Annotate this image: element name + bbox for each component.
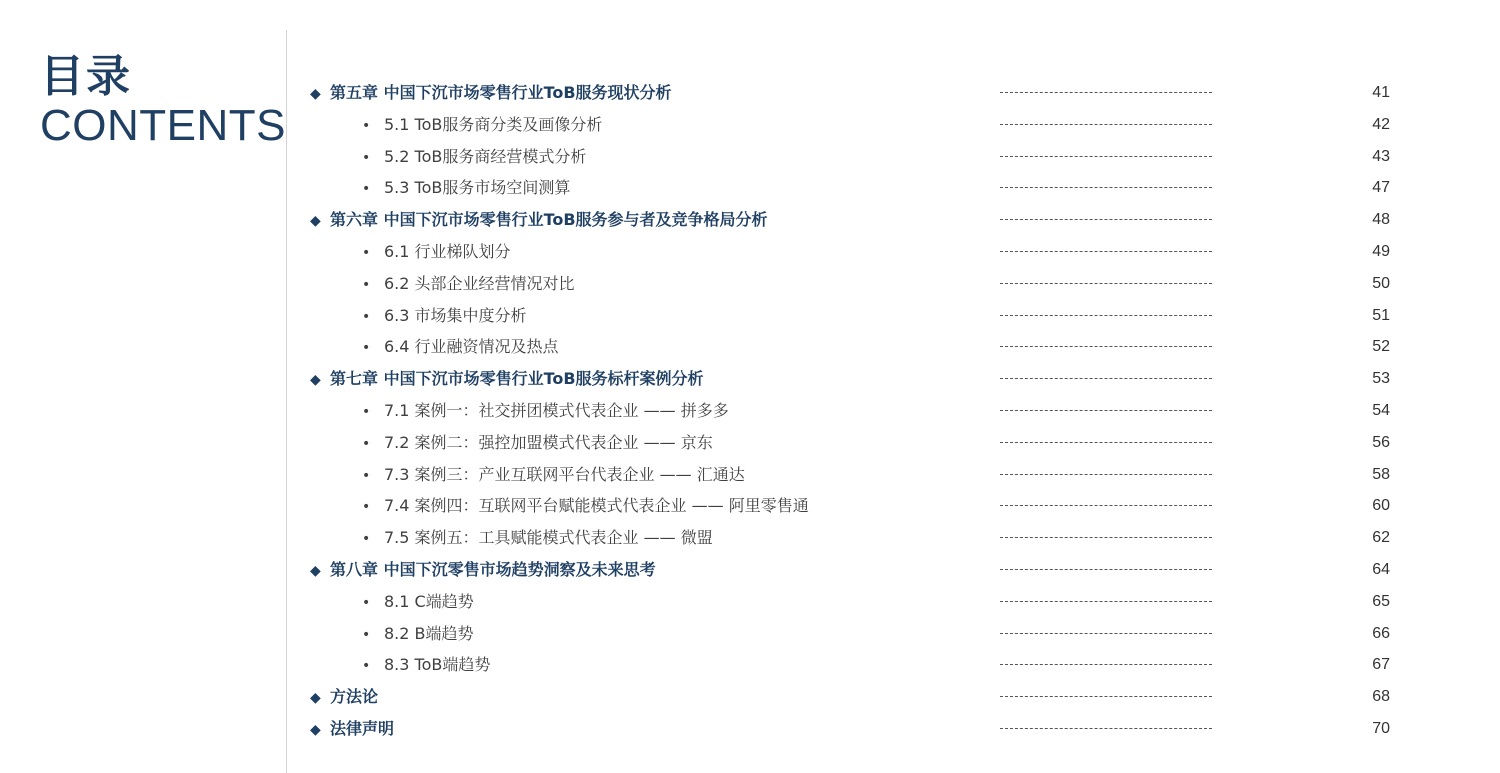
toc-entry-label: 5.2 ToB服务商经营模式分析 (384, 146, 587, 166)
dotted-leader (1000, 187, 1212, 188)
toc-page-number: 60 (1372, 497, 1390, 515)
dotted-leader (1000, 664, 1212, 665)
dotted-leader (1000, 537, 1212, 538)
toc-entry-label: 6.3 市场集中度分析 (384, 305, 527, 325)
dotted-leader (1000, 92, 1212, 93)
dotted-leader (1000, 378, 1212, 379)
toc-entry-label: 8.1 C端趋势 (384, 591, 474, 611)
toc-entry-label: 6.2 头部企业经营情况对比 (384, 273, 575, 293)
toc-chapter-entry[interactable] (310, 554, 1410, 586)
dotted-leader (1000, 505, 1212, 506)
toc-section-entry[interactable] (310, 268, 1410, 300)
dotted-leader (1000, 315, 1212, 316)
diamond-bullet-icon: ◆ (310, 562, 321, 579)
toc-page-number: 48 (1372, 211, 1390, 229)
toc-page-number: 67 (1372, 656, 1390, 674)
toc-section-entry[interactable] (310, 522, 1410, 554)
toc-entry-label: 6.1 行业梯队划分 (384, 241, 511, 261)
toc-chapter-entry[interactable] (310, 681, 1410, 713)
toc-chapter-entry[interactable] (310, 77, 1410, 109)
toc-page-number: 64 (1372, 560, 1390, 578)
diamond-bullet-icon: ◆ (310, 690, 321, 707)
toc-page-number: 68 (1372, 688, 1390, 706)
dotted-leader (1000, 156, 1212, 157)
toc-page-number: 58 (1372, 465, 1390, 483)
toc-page-number: 54 (1372, 401, 1390, 419)
toc-section-entry[interactable] (310, 490, 1410, 522)
vertical-divider (286, 30, 287, 773)
dotted-leader (1000, 219, 1212, 220)
toc-section-entry[interactable] (310, 459, 1410, 491)
dotted-leader (1000, 346, 1212, 347)
toc-entry-label: 6.4 行业融资情况及热点 (384, 337, 559, 357)
toc-page-number: 51 (1372, 306, 1390, 324)
toc-section-entry[interactable] (310, 649, 1410, 681)
toc-entry-label: 第七章 中国下沉市场零售行业ToB服务标杆案例分析 (330, 369, 704, 389)
toc-entry-label: 7.5 案例五：工具赋能模式代表企业 —— 微盟 (384, 528, 713, 548)
toc-page-number: 65 (1372, 592, 1390, 610)
dotted-leader (1000, 442, 1212, 443)
toc-entry-label: 7.2 案例二：强控加盟模式代表企业 —— 京东 (384, 432, 713, 452)
toc-chapter-entry[interactable] (310, 363, 1410, 395)
toc-title (40, 52, 286, 150)
toc-entry-label: 第八章 中国下沉零售市场趋势洞察及未来思考 (330, 559, 656, 579)
toc-entry-label: 8.3 ToB端趋势 (384, 655, 491, 675)
toc-entry-label: 7.4 案例四：互联网平台赋能模式代表企业 —— 阿里零售通 (384, 496, 809, 516)
dot-bullet-icon: • (362, 308, 371, 325)
toc-section-entry[interactable] (310, 141, 1410, 173)
toc-page-number: 52 (1372, 338, 1390, 356)
toc-page-number: 43 (1372, 147, 1390, 165)
dotted-leader (1000, 569, 1212, 570)
toc-section-entry[interactable] (310, 236, 1410, 268)
toc-entry-label: 5.3 ToB服务市场空间测算 (384, 178, 571, 198)
dotted-leader (1000, 283, 1212, 284)
toc-section-entry[interactable] (310, 395, 1410, 427)
toc-page-number: 49 (1372, 242, 1390, 260)
toc-section-entry[interactable] (310, 331, 1410, 363)
toc-section-entry[interactable] (310, 586, 1410, 618)
toc-section-entry[interactable] (310, 618, 1410, 650)
dotted-leader (1000, 124, 1212, 125)
toc-page-number: 50 (1372, 274, 1390, 292)
dotted-leader (1000, 728, 1212, 729)
toc-entry-label: 第五章 中国下沉市场零售行业ToB服务现状分析 (330, 83, 672, 102)
dotted-leader (1000, 474, 1212, 475)
toc-page-number: 70 (1372, 719, 1390, 737)
dotted-leader (1000, 410, 1212, 411)
dot-bullet-icon: • (362, 181, 371, 198)
diamond-bullet-icon: ◆ (310, 372, 321, 389)
toc-entry-label: 法律声明 (330, 718, 395, 738)
diamond-bullet-icon: ◆ (310, 721, 321, 738)
toc-section-entry[interactable] (310, 109, 1410, 141)
diamond-bullet-icon: ◆ (310, 213, 321, 230)
toc-entry-label: 方法论 (330, 687, 379, 707)
toc-entry-label: 5.1 ToB服务商分类及画像分析 (384, 114, 603, 134)
toc-page-number: 41 (1372, 84, 1390, 101)
dot-bullet-icon: • (362, 276, 371, 293)
title-chinese: 目录 (40, 51, 132, 102)
dot-bullet-icon: • (362, 149, 371, 166)
toc-chapter-entry[interactable] (310, 713, 1410, 745)
toc-section-entry[interactable] (310, 300, 1410, 332)
dot-bullet-icon: • (362, 340, 371, 357)
toc-entry-label: 8.2 B端趋势 (384, 623, 474, 643)
dotted-leader (1000, 601, 1212, 602)
toc-section-entry[interactable] (310, 172, 1410, 204)
dot-bullet-icon: • (362, 403, 371, 420)
dot-bullet-icon: • (362, 658, 371, 675)
dotted-leader (1000, 696, 1212, 697)
toc-entry-label: 第六章 中国下沉市场零售行业ToB服务参与者及竞争格局分析 (330, 210, 768, 230)
toc-chapter-entry[interactable] (310, 204, 1410, 236)
toc-page-number: 53 (1372, 370, 1390, 388)
toc-entry-label: 7.1 案例一：社交拼团模式代表企业 —— 拼多多 (384, 400, 729, 420)
title-english: CONTENTS (40, 101, 286, 150)
toc-section-entry[interactable] (310, 427, 1410, 459)
toc-page-number: 62 (1372, 529, 1390, 547)
dot-bullet-icon: • (362, 626, 371, 643)
dot-bullet-icon: • (362, 499, 371, 516)
diamond-bullet-icon: ◆ (310, 86, 321, 102)
dot-bullet-icon: • (362, 117, 371, 134)
dot-bullet-icon: • (362, 594, 371, 611)
toc-page-number: 56 (1372, 433, 1390, 451)
table-of-contents (310, 77, 1410, 745)
toc-entry-label: 7.3 案例三：产业互联网平台代表企业 —— 汇通达 (384, 464, 745, 484)
dot-bullet-icon: • (362, 244, 371, 261)
dotted-leader (1000, 251, 1212, 252)
dot-bullet-icon: • (362, 531, 371, 548)
toc-page-number: 42 (1372, 115, 1390, 133)
dot-bullet-icon: • (362, 435, 371, 452)
dotted-leader (1000, 633, 1212, 634)
dot-bullet-icon: • (362, 467, 371, 484)
toc-page-number: 47 (1372, 179, 1390, 197)
toc-page-number: 66 (1372, 624, 1390, 642)
